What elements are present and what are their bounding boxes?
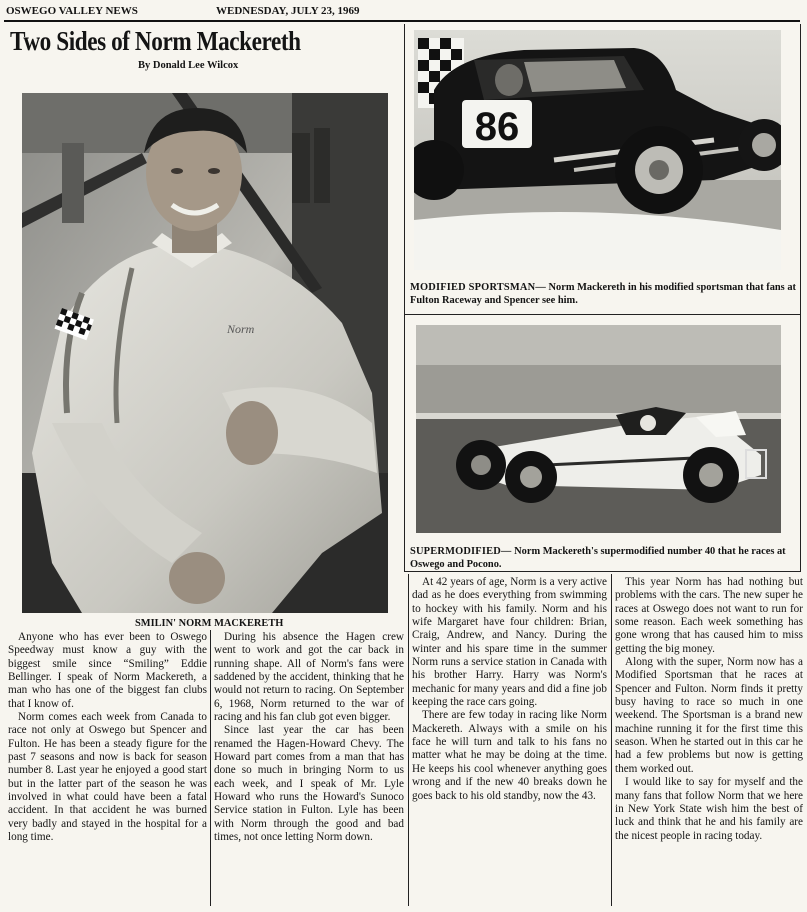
paragraph: Anyone who has ever been to Oswego Speedway must know a guy with the biggest smile since “Smiling” Eddie Bellinger. I speak of Norm Mackereth, a man who has one of the biggest fan clubs that I know of. — [8, 631, 207, 710]
car-number: 86 — [474, 105, 520, 149]
paragraph: I would like to say for myself and the many fans that follow Norm that we here in New York State wish him the best of luck and think that he and his family are the nicest people in racing today. — [615, 776, 803, 842]
suit-script: Norm — [227, 322, 255, 336]
caption-divider — [404, 571, 801, 572]
article-column-2 — [214, 631, 404, 845]
portrait-image — [22, 93, 388, 613]
paragraph: Since last year the car has been renamed the Hagen-Howard Chevy. The Howard part comes from a man that has done so much in bringing Norm to us each week, and I speak of Mr. Lyle Howard who runs the Howard's Sunoco Service station in Fulton. Lyle has been with Norm through the good and bad times, not once letting Norm down. — [214, 724, 404, 844]
masthead — [0, 0, 807, 22]
paragraph: At 42 years of age, Norm is a very active dad as he does everything from swimming to hockey with his family. Norm and his wife Margaret have four children: Brian, Craig, Andrew, and Nancy. During the winter and his spare time in the summer Norm runs a service station in Canada with his brother Harry. Harry was Norm's mechanic for many years and did a fine job keeping the race cars going. — [412, 576, 607, 709]
column-divider — [404, 24, 405, 572]
supermodified-caption-text: Norm Mackereth's supermodified number 40 that he races at Oswego and Pocono. — [410, 546, 786, 570]
paragraph: During his absence the Hagen crew went to work and got the car back in running shape. All of Norm's fans were saddened by the accident, thinking that he would not return to racing. On September 6, 1968, Norm returned to the war of racing and his fan club got even bigger. — [214, 631, 404, 724]
column-divider — [210, 630, 211, 906]
supermodified-car-photo — [416, 325, 781, 533]
supermodified-car-image — [416, 325, 781, 533]
article-column-3 — [412, 576, 607, 803]
modified-caption-text: Norm Mackereth in his modified sportsman that fans at Fulton Raceway and Spencer see him. — [410, 282, 796, 306]
issue-date: WEDNESDAY, JULY 23, 1969 — [216, 5, 360, 17]
modified-car-photo — [414, 30, 781, 270]
column-divider — [611, 574, 612, 906]
supermodified-caption — [410, 545, 798, 571]
modified-caption-lead: MODIFIED SPORTSMAN— — [410, 282, 546, 293]
column-divider — [408, 574, 409, 906]
portrait-caption: SMILIN' NORM MACKERETH — [135, 618, 284, 629]
byline: By Donald Lee Wilcox — [138, 60, 239, 71]
paragraph: This year Norm has had nothing but problems with the cars. The new super he races at Oswego does not want to run for some reason. Each week something has gone wrong that has caused him to miss getting the big money. — [615, 576, 803, 655]
paragraph: Along with the super, Norm now has a Modified Sportsman that he races at Spencer and Fulton. Norm finds it pretty busy having to race so much in one weekend. The Sportsman is a brand new machine running it for the first time this season. When he started out in this car he had a few problems but now is getting them worked out. — [615, 656, 803, 775]
right-border — [800, 24, 801, 572]
paragraph: Norm comes each week from Canada to race not only at Oswego but Spencer and Fulton. He has been a steady figure for the past 7 seasons and now is back for season number 8. Last year he enjoyed a good start but in the latter part of the season he was involved in what could have been a fatal accident. In that accident he was burned very badly and stayed in the hospital for a long time. — [8, 711, 207, 844]
paragraph: There are few today in racing like Norm Mackereth. Always with a smile on his face he will turn and talk to his fans no matter what he may be doing at the time. He keeps his cool whenever anything goes wrong and if the new 40 breaks down he goes back to his old standby, now the 43. — [412, 709, 607, 802]
modified-caption — [410, 281, 798, 307]
supermodified-caption-lead: SUPERMODIFIED— — [410, 546, 512, 557]
photo-divider — [404, 314, 801, 315]
modified-car-image — [414, 30, 781, 270]
headline: Two Sides of Norm Mackereth — [10, 26, 301, 56]
article-column-4 — [615, 576, 803, 843]
masthead-rule — [4, 20, 800, 22]
newspaper-name: OSWEGO VALLEY NEWS — [6, 5, 138, 17]
article-column-1 — [8, 631, 207, 845]
portrait-photo — [22, 93, 388, 613]
